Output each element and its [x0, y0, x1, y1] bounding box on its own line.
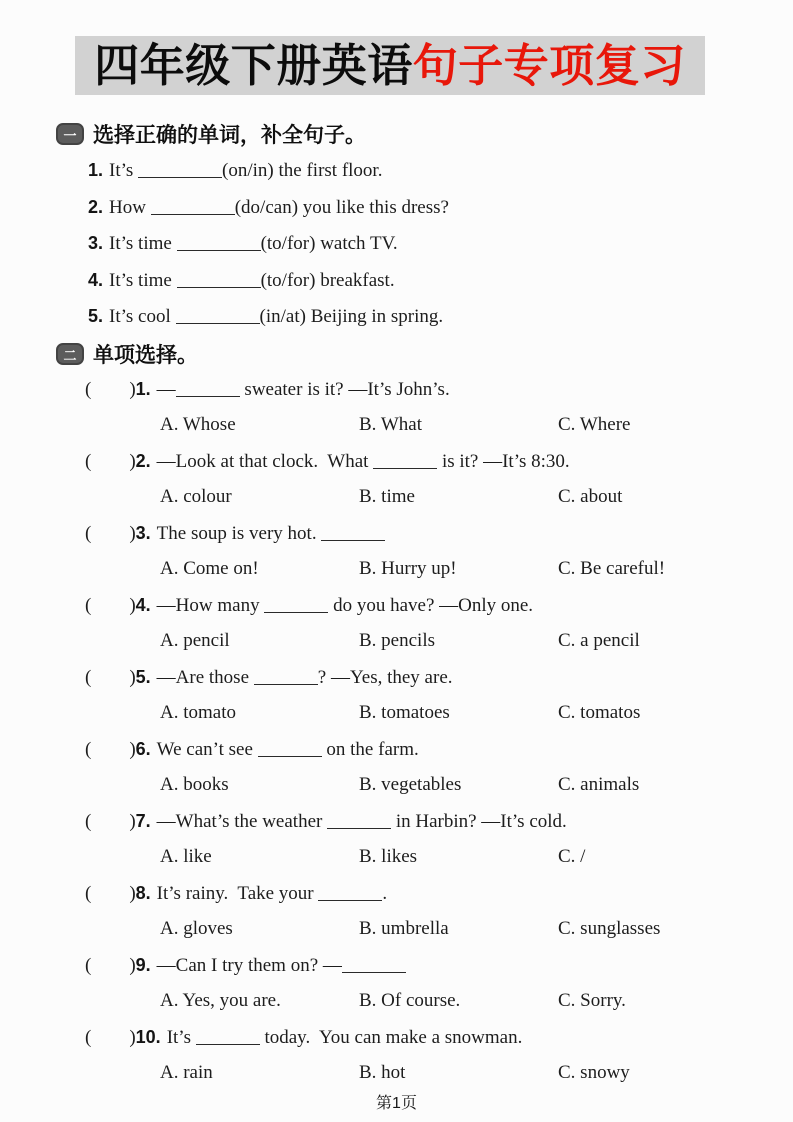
fill-item-5 [88, 298, 449, 335]
stem-text-post: do you have? —Only one. [328, 595, 534, 616]
answer-blank [177, 250, 261, 251]
option-a: A. tomato [160, 702, 236, 723]
mcq-question-2 [85, 443, 783, 515]
mcq-stem [85, 371, 783, 407]
option-c: C. Where [558, 414, 631, 435]
mcq-question-4 [85, 587, 783, 659]
stem-text-post: is it? —It’s 8:30. [437, 451, 570, 472]
answer-bracket-open: ( [85, 379, 92, 400]
answer-bracket-close: ) [129, 451, 136, 472]
mcq-stem [85, 947, 783, 983]
stem-text-pre: —Are those [156, 667, 254, 688]
answer-blank [196, 1044, 260, 1045]
answer-bracket-close: ) [129, 1027, 136, 1048]
option-b: B. umbrella [359, 918, 449, 939]
fill-in-items [88, 152, 449, 335]
mcq-stem [85, 1019, 783, 1055]
question-number: 5. [135, 667, 151, 687]
item-text-pre: It’s time [109, 269, 177, 291]
section-two-heading: 单项选择。 [93, 344, 198, 367]
option-c: C. animals [558, 774, 640, 795]
answer-bracket-open: ( [85, 523, 92, 544]
option-c: C. tomatos [558, 702, 641, 723]
section-two-header [56, 339, 198, 369]
mcq-stem [85, 587, 783, 623]
answer-bracket-open: ( [85, 595, 92, 616]
item-number: 4. [88, 269, 104, 290]
answer-bracket-open: ( [85, 883, 92, 904]
mcq-options [160, 1055, 783, 1091]
option-c: C. Be careful! [558, 558, 666, 579]
option-b: B. likes [359, 846, 418, 867]
mcq-stem [85, 659, 783, 695]
option-a: A. books [160, 774, 229, 795]
mcq-stem [85, 443, 783, 479]
item-text-post: (to/for) watch TV. [260, 233, 398, 255]
stem-text-pre: —What’s the weather [156, 811, 328, 832]
question-number: 10. [135, 1027, 161, 1047]
page-title-red-part: 句子专项复习 [412, 40, 686, 91]
stem-text-pre: —How many [156, 595, 265, 616]
answer-blank [176, 396, 240, 397]
option-b: B. tomatoes [359, 702, 450, 723]
answer-bracket-close: ) [129, 955, 136, 976]
answer-bracket-close: ) [129, 883, 136, 904]
item-text-post: (in/at) Beijing in spring. [259, 306, 444, 328]
mcq-stem [85, 875, 783, 911]
option-b: B. time [359, 486, 415, 507]
answer-blank [176, 323, 260, 324]
mcq-options [160, 695, 783, 731]
item-number: 2. [88, 196, 104, 217]
question-number: 7. [135, 811, 151, 831]
option-c: C. / [558, 846, 586, 867]
answer-bracket-close: ) [129, 379, 136, 400]
mcq-options [160, 479, 783, 515]
option-a: A. Come on! [160, 558, 259, 579]
item-number: 3. [88, 233, 104, 254]
section-one-badge: 一 [56, 123, 84, 145]
answer-bracket-close: ) [129, 595, 136, 616]
answer-blank [318, 900, 382, 901]
option-c: C. a pencil [558, 630, 640, 651]
answer-bracket-open: ( [85, 1027, 92, 1048]
fill-item-1 [88, 152, 449, 189]
question-number: 9. [135, 955, 151, 975]
mcq-question-5 [85, 659, 783, 731]
option-c: C. about [558, 486, 623, 507]
mcq-options [160, 983, 783, 1019]
mcq-options [160, 911, 783, 947]
fill-item-3 [88, 225, 449, 262]
answer-blank [264, 612, 328, 613]
stem-text-pre: —Can I try them on? — [156, 955, 342, 976]
stem-text-pre: It’s [166, 1027, 196, 1048]
stem-text-post: ? —Yes, they are. [317, 667, 453, 688]
option-a: A. Yes, you are. [160, 990, 281, 1011]
answer-blank [327, 828, 391, 829]
answer-blank [321, 540, 385, 541]
mcq-stem [85, 515, 783, 551]
answer-bracket-close: ) [129, 811, 136, 832]
mcq-question-8 [85, 875, 783, 947]
answer-bracket-open: ( [85, 667, 92, 688]
mcq-list [85, 371, 783, 1091]
question-number: 4. [135, 595, 151, 615]
option-a: A. colour [160, 486, 232, 507]
section-one-header [56, 119, 366, 149]
mcq-options [160, 407, 783, 443]
item-text-pre: It’s [109, 160, 139, 181]
answer-bracket-close: ) [129, 523, 136, 544]
option-a: A. pencil [160, 630, 230, 651]
answer-blank [177, 287, 261, 288]
question-number: 6. [135, 739, 151, 759]
answer-blank [151, 214, 235, 215]
answer-blank [258, 756, 322, 757]
fill-item-4 [88, 262, 449, 299]
answer-bracket-close: ) [129, 739, 136, 760]
option-a: A. Whose [160, 414, 236, 435]
option-a: A. gloves [160, 918, 233, 939]
question-number: 1. [135, 379, 151, 399]
item-text-post: (to/for) breakfast. [260, 269, 395, 291]
mcq-options [160, 551, 783, 587]
question-number: 8. [135, 883, 151, 903]
stem-text-post: on the farm. [321, 739, 419, 760]
section-one-heading: 选择正确的单词，补全句子。 [93, 124, 366, 147]
stem-text-post: sweater is it? —It’s John’s. [239, 379, 450, 400]
answer-bracket-open: ( [85, 955, 92, 976]
stem-text-post: . [382, 883, 388, 904]
page-title-black-part: 四年级下册英语 [94, 40, 413, 91]
mcq-question-10 [85, 1019, 783, 1091]
mcq-question-6 [85, 731, 783, 803]
option-b: B. vegetables [359, 774, 462, 795]
stem-text-pre: —Look at that clock. What [156, 451, 374, 472]
option-b: B. hot [359, 1062, 406, 1083]
answer-bracket-open: ( [85, 451, 92, 472]
item-text-pre: It’s time [109, 233, 177, 255]
item-number: 5. [88, 306, 104, 327]
mcq-question-7 [85, 803, 783, 875]
question-number: 3. [135, 523, 151, 543]
page-title [75, 36, 705, 95]
answer-bracket-open: ( [85, 811, 92, 832]
option-b: B. pencils [359, 630, 435, 651]
fill-item-2 [88, 189, 449, 226]
option-c: C. Sorry. [558, 990, 626, 1011]
option-c: C. sunglasses [558, 918, 661, 939]
section-two-badge: 二 [56, 343, 84, 365]
stem-text-post: today. You can make a snowman. [259, 1027, 523, 1048]
item-text-pre: It’s cool [109, 306, 176, 328]
stem-text-pre: We can’t see [156, 739, 258, 760]
mcq-options [160, 839, 783, 875]
answer-blank [373, 468, 437, 469]
option-b: B. Of course. [359, 990, 461, 1011]
stem-text-pre: The soup is very hot. [156, 523, 322, 544]
stem-text-pre: It’s rainy. Take your [156, 883, 319, 904]
item-number: 1. [88, 160, 104, 180]
item-text-post: (on/in) the first floor. [222, 160, 383, 181]
option-c: C. snowy [558, 1062, 630, 1083]
mcq-question-1 [85, 371, 783, 443]
option-b: B. What [359, 414, 422, 435]
mcq-options [160, 767, 783, 803]
mcq-stem [85, 803, 783, 839]
answer-blank [138, 177, 222, 178]
answer-blank [342, 972, 406, 973]
answer-bracket-close: ) [129, 667, 136, 688]
item-text-pre: How [109, 196, 151, 218]
option-b: B. Hurry up! [359, 558, 457, 579]
stem-text-pre: — [156, 379, 176, 400]
item-text-post: (do/can) you like this dress? [234, 196, 449, 218]
mcq-stem [85, 731, 783, 767]
answer-bracket-open: ( [85, 739, 92, 760]
mcq-question-9 [85, 947, 783, 1019]
stem-text-post: in Harbin? —It’s cold. [391, 811, 567, 832]
mcq-question-3 [85, 515, 783, 587]
answer-blank [254, 684, 318, 685]
option-a: A. rain [160, 1062, 213, 1083]
page-number: 第1页 [376, 1095, 417, 1112]
question-number: 2. [135, 451, 151, 471]
option-a: A. like [160, 846, 212, 867]
mcq-options [160, 623, 783, 659]
